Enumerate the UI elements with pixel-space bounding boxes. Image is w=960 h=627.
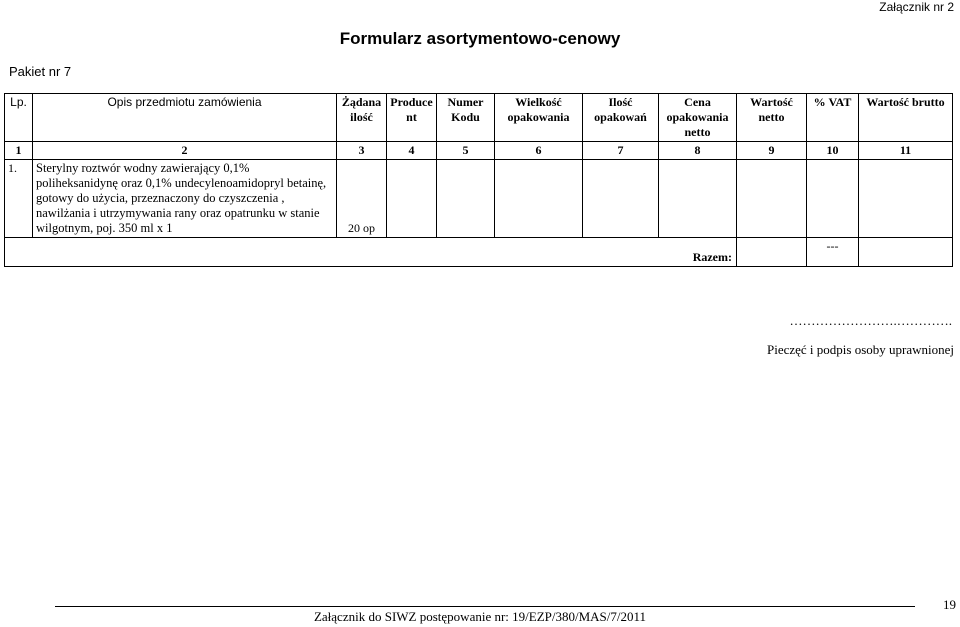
- header-ilosc: Żądana ilość: [337, 94, 387, 142]
- header-row: [5, 94, 953, 142]
- header-ilosc-opak: Ilość opakowań: [583, 94, 659, 142]
- summary-row: [5, 238, 953, 267]
- summary-label: Razem:: [5, 238, 737, 267]
- signature-label: Pieczęć i podpis osoby uprawnionej: [766, 342, 954, 357]
- header-cena: Cena opakowania netto: [659, 94, 737, 142]
- footer-divider: [55, 606, 915, 607]
- page-number: 19: [943, 597, 956, 612]
- header-numer-kodu: Numer Kodu: [437, 94, 495, 142]
- column-number: 11: [859, 142, 953, 160]
- footer-text: Załącznik do SIWZ postępowanie nr: 19/EZP/380/MAS/7/2011: [313, 609, 647, 624]
- column-number-row: [5, 142, 953, 160]
- column-number: 8: [659, 142, 737, 160]
- row-wartosc-netto-cell[interactable]: [737, 160, 807, 238]
- annex-label: Załącznik nr 2: [879, 0, 954, 14]
- summary-vat: ---: [807, 238, 859, 267]
- column-number: 6: [495, 142, 583, 160]
- row-wielkosc-cell[interactable]: [495, 160, 583, 238]
- page-title: Formularz asortymentowo-cenowy: [339, 29, 621, 48]
- row-ilosc: 20 op: [337, 160, 387, 238]
- summary-brutto-cell[interactable]: [859, 238, 953, 267]
- header-producent: Producent: [387, 94, 437, 142]
- summary-netto-cell[interactable]: [737, 238, 807, 267]
- column-number: 1: [5, 142, 33, 160]
- header-opis: Opis przedmiotu zamówienia: [33, 94, 337, 142]
- row-wartosc-brutto-cell[interactable]: [859, 160, 953, 238]
- row-vat-cell[interactable]: [807, 160, 859, 238]
- row-ilosc-opak-cell[interactable]: [583, 160, 659, 238]
- table-row: [5, 160, 953, 238]
- signature-dots: …………………….………….: [789, 313, 952, 328]
- row-producent-cell[interactable]: [387, 160, 437, 238]
- header-wartosc-brutto: Wartość brutto: [859, 94, 953, 142]
- column-number: 4: [387, 142, 437, 160]
- column-number: 7: [583, 142, 659, 160]
- header-wartosc-netto: Wartość netto: [737, 94, 807, 142]
- column-number: 2: [33, 142, 337, 160]
- column-number: 9: [737, 142, 807, 160]
- column-number: 3: [337, 142, 387, 160]
- header-wielkosc: Wielkość opakowania: [495, 94, 583, 142]
- header-lp: Lp.: [5, 94, 33, 142]
- package-label: Pakiet nr 7: [9, 64, 72, 79]
- row-lp: 1.: [5, 160, 33, 238]
- column-number: 10: [807, 142, 859, 160]
- header-vat: % VAT: [807, 94, 859, 142]
- row-cena-cell[interactable]: [659, 160, 737, 238]
- column-number: 5: [437, 142, 495, 160]
- price-table: [4, 93, 953, 267]
- row-opis: Sterylny roztwór wodny zawierający 0,1% poliheksanidynę oraz 0,1% undecylenoamidopryl betainę, gotowy do użycia, przeznaczony do czyszczenia , nawilżania i utrzymywania rany oraz opatrunku w stanie wilgotnym, poj. 350 ml x 1: [33, 160, 337, 238]
- row-numer-kodu-cell[interactable]: [437, 160, 495, 238]
